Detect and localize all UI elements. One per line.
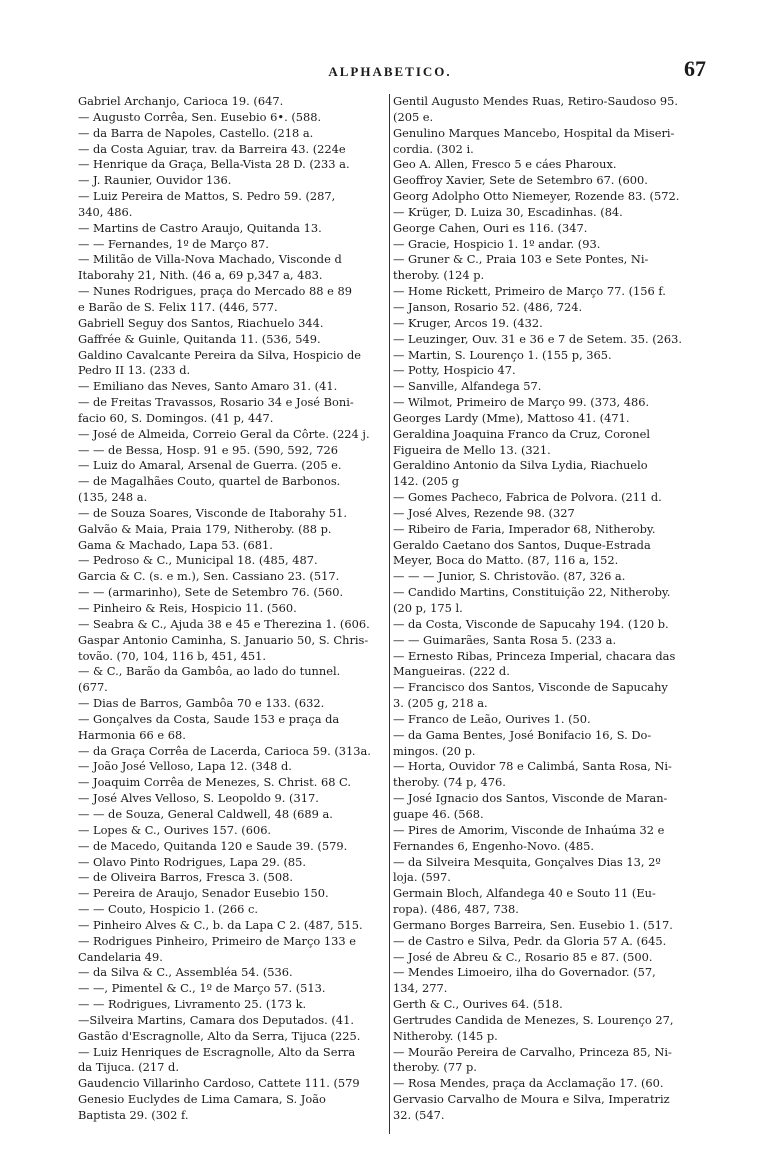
- entry-line: Georg Adolpho Otto Niemeyer, Rozende 83. (572.: [393, 189, 680, 204]
- entry-line: Geo A. Allen, Fresco 5 e cáes Pharoux.: [393, 157, 617, 172]
- directory-entry: [393, 649, 710, 681]
- entry-line: — — Fernandes, 1º de Março 87.: [78, 236, 269, 251]
- directory-entry: [393, 316, 710, 332]
- directory-entry: [78, 1076, 388, 1092]
- directory-entry: [78, 252, 388, 284]
- entry-line: — Leuzinger, Ouv. 31 e 36 e 7 de Setem. 35. (263.: [393, 331, 683, 346]
- directory-entry: [393, 538, 710, 570]
- entry-line: Pedro II 13. (233 d.: [78, 363, 191, 378]
- directory-entry: [78, 902, 388, 918]
- entry-line: — José Alves, Rezende 98. (327: [393, 505, 575, 520]
- directory-entry: [393, 759, 710, 791]
- directory-entry: [393, 1092, 710, 1124]
- directory-entry: [393, 427, 710, 459]
- directory-entry: [78, 744, 388, 760]
- entry-line: facio 60, S. Domingos. (41 p, 447.: [78, 410, 274, 425]
- entry-line: — Rosa Mendes, praça da Acclamação 17. (60.: [393, 1076, 664, 1091]
- directory-entry: [393, 617, 710, 633]
- entry-line: Gervasio Carvalho de Moura e Silva, Imperatriz: [393, 1092, 670, 1107]
- directory-entry: [393, 680, 710, 712]
- entry-line: Genesio Euclydes de Lima Camara, S. João: [78, 1092, 326, 1107]
- entry-line: — Sanville, Alfandega 57.: [393, 379, 542, 394]
- entry-line: Meyer, Boca do Matto. (87, 116 a, 152.: [393, 553, 619, 568]
- directory-entry: [78, 1013, 388, 1029]
- entry-line: 32. (547.: [393, 1108, 445, 1122]
- directory-entry: [393, 300, 710, 316]
- directory-entry: [393, 363, 710, 379]
- entry-line: Germano Borges Barreira, Sen. Eusebio 1. (517.: [393, 917, 673, 932]
- entry-line: — Horta, Ouvidor 78 e Calimbá, Santa Rosa, Ni-: [393, 759, 672, 774]
- directory-entry: [78, 142, 388, 158]
- entry-line: Mangueiras. (222 d.: [393, 664, 510, 679]
- entry-line: 134, 277.: [393, 981, 448, 996]
- directory-entry: [393, 205, 710, 221]
- entry-line: — Martin, S. Lourenço 1. (155 p, 365.: [393, 347, 612, 362]
- directory-entry: [393, 284, 710, 300]
- directory-entry: [78, 474, 388, 506]
- entry-line: — Home Rickett, Primeiro de Março 77. (156 f.: [393, 284, 666, 299]
- directory-entry: [393, 157, 710, 173]
- directory-entry: [393, 332, 710, 348]
- entry-line: (677.: [78, 680, 108, 695]
- entry-line: — de Magalhães Couto, quartel de Barbonos.: [78, 474, 341, 489]
- entry-line: — Franco de Leão, Ourives 1. (50.: [393, 711, 591, 726]
- directory-entry: [78, 443, 388, 459]
- directory-entry: [78, 870, 388, 886]
- directory-entry: [393, 855, 710, 887]
- directory-entry: [393, 918, 710, 934]
- entry-line: 3. (205 g, 218 a.: [393, 696, 488, 711]
- entry-line: Gastão d'Escragnolle, Alto da Serra, Tijuca (225.: [78, 1028, 361, 1043]
- entry-line: Gaffrée & Guinle, Quitanda 11. (536, 549.: [78, 331, 321, 346]
- directory-entry: [393, 712, 710, 728]
- directory-entry: [78, 173, 388, 189]
- entry-line: Geoffroy Xavier, Sete de Setembro 67. (600.: [393, 173, 648, 188]
- directory-entry: [78, 237, 388, 253]
- entry-line: Galvão & Maia, Praia 179, Nitheroby. (88 p.: [78, 521, 332, 536]
- entry-line: 340, 486.: [78, 204, 133, 219]
- page-number: 67: [684, 56, 706, 81]
- directory-entry: [393, 252, 710, 284]
- directory-entry: [78, 918, 388, 934]
- entry-line: Gabriell Seguy dos Santos, Riachuelo 344.: [78, 315, 324, 330]
- entry-line: — Dias de Barros, Gambôa 70 e 133. (632.: [78, 696, 325, 711]
- entry-line: — Ernesto Ribas, Princeza Imperial, chacara das: [393, 648, 676, 663]
- directory-entry: [78, 379, 388, 395]
- entry-line: Gaspar Antonio Caminha, S. Januario 50, S. Chris-: [78, 632, 369, 647]
- entry-line: theroby. (124 p.: [393, 268, 485, 283]
- entry-line: — da Costa Aguiar, trav. da Barreira 43. (224e: [78, 141, 346, 156]
- entry-line: Figueira de Mello 13. (321.: [393, 442, 551, 457]
- entry-line: Geraldina Joaquina Franco da Cruz, Coronel: [393, 426, 651, 441]
- directory-entry: [393, 221, 710, 237]
- directory-entry: [393, 126, 710, 158]
- entry-line: Harmonia 66 e 68.: [78, 727, 186, 742]
- directory-entry: [393, 997, 710, 1013]
- entry-line: — da Costa, Visconde de Sapucahy 194. (120 b.: [393, 616, 669, 631]
- directory-entry: [78, 538, 388, 554]
- directory-entry: [393, 950, 710, 966]
- directory-entry: [78, 506, 388, 522]
- directory-entry: [78, 759, 388, 775]
- entry-line: — Augusto Corrêa, Sen. Eusebio 6•. (588.: [78, 109, 322, 124]
- entry-line: — José de Abreu & C., Rosario 85 e 87. (500.: [393, 949, 653, 964]
- directory-entry: [78, 823, 388, 839]
- column-divider: [389, 94, 390, 1134]
- entry-line: Gama & Machado, Lapa 53. (681.: [78, 537, 273, 552]
- entry-line: — — (armarinho), Sete de Setembro 76. (560.: [78, 585, 344, 600]
- entry-line: — da Barra de Napoles, Castello. (218 a.: [78, 125, 314, 140]
- entry-line: Gentil Augusto Mendes Ruas, Retiro-Saudoso 95.: [393, 94, 678, 108]
- entry-line: — Gracie, Hospicio 1. 1º andar. (93.: [393, 236, 601, 251]
- directory-entry: [78, 601, 388, 617]
- entry-line: — José Alves Velloso, S. Leopoldo 9. (317.: [78, 791, 319, 806]
- entry-line: Gerth & C., Ourives 64. (518.: [393, 997, 563, 1012]
- directory-entry: [393, 791, 710, 823]
- directory-entry: [78, 189, 388, 221]
- directory-entry: [393, 94, 710, 126]
- entry-line: — Luiz Henriques de Escragnolle, Alto da Serra: [78, 1044, 356, 1059]
- entry-line: (20 p, 175 l.: [393, 601, 463, 615]
- directory-entry: [393, 458, 710, 490]
- directory-entry: [78, 157, 388, 173]
- entry-line: — Rodrigues Pinheiro, Primeiro de Março 133 e: [78, 933, 356, 948]
- entry-line: theroby. (74 p, 476.: [393, 775, 506, 790]
- directory-entry: [78, 886, 388, 902]
- entry-line: — da Silveira Mesquita, Gonçalves Dias 13, 2º: [393, 854, 661, 869]
- entry-line: Gertrudes Candida de Menezes, S. Lourenço 27,: [393, 1012, 674, 1027]
- entry-line: — José de Almeida, Correio Geral da Côrte. (224 j.: [78, 426, 370, 441]
- directory-entry: [78, 110, 388, 126]
- directory-entry: [78, 522, 388, 538]
- directory-entry: [393, 379, 710, 395]
- directory-entry: [393, 173, 710, 189]
- entry-line: — Potty, Hospicio 47.: [393, 363, 516, 378]
- entry-line: — Candido Martins, Constituição 22, Nitheroby.: [393, 585, 671, 600]
- directory-entry: [393, 348, 710, 364]
- directory-entry: [393, 506, 710, 522]
- directory-entry: [78, 126, 388, 142]
- entry-line: cordia. (302 i.: [393, 141, 474, 156]
- entry-line: — João José Velloso, Lapa 12. (348 d.: [78, 759, 292, 774]
- entry-line: —Silveira Martins, Camara dos Deputados. (41.: [78, 1012, 354, 1027]
- entry-line: tovão. (70, 104, 116 b, 451, 451.: [78, 648, 266, 663]
- directory-entry: [393, 411, 710, 427]
- directory-entry: [78, 696, 388, 712]
- entry-line: — Lopes & C., Ourives 157. (606.: [78, 822, 272, 837]
- entry-line: — José Ignacio dos Santos, Visconde de Maran-: [393, 791, 668, 806]
- entry-line: — Pires de Amorim, Visconde de Inhaúma 32 e: [393, 822, 665, 837]
- directory-entry: [78, 664, 388, 696]
- entry-line: e Barão de S. Felix 117. (446, 577.: [78, 299, 278, 314]
- entry-line: 142. (205 g: [393, 474, 460, 489]
- directory-entry: [78, 585, 388, 601]
- directory-entry: [78, 316, 388, 332]
- directory-entry: [393, 395, 710, 411]
- entry-line: — — de Bessa, Hosp. 91 e 95. (590, 592, 726: [78, 442, 339, 457]
- entry-line: George Cahen, Ouri es 116. (347.: [393, 220, 588, 235]
- entry-line: Germain Bloch, Alfandega 40 e Souto 11 (Eu-: [393, 886, 656, 901]
- entry-line: Gabriel Archanjo, Carioca 19. (647.: [78, 94, 284, 108]
- directory-entry: [393, 934, 710, 950]
- directory-entry: [393, 237, 710, 253]
- directory-entry: [78, 284, 388, 316]
- entry-line: — Gruner & C., Praia 103 e Sete Pontes, Ni-: [393, 252, 649, 267]
- directory-entry: [78, 855, 388, 871]
- entry-line: — Ribeiro de Faria, Imperador 68, Nitheroby.: [393, 521, 656, 536]
- entry-line: — da Graça Corrêa de Lacerda, Carioca 59. (313a.: [78, 743, 371, 758]
- directory-entry: [78, 965, 388, 981]
- directory-entry: [78, 997, 388, 1013]
- entry-line: — Gomes Pacheco, Fabrica de Polvora. (211 d.: [393, 490, 662, 505]
- entry-line: ropa). (486, 487, 738.: [393, 902, 519, 917]
- entry-line: — Pereira de Araujo, Senador Eusebio 150.: [78, 886, 329, 901]
- directory-entry: [393, 886, 710, 918]
- entry-line: — Mendes Limoeiro, ilha do Governador. (57,: [393, 965, 656, 980]
- directory-entry: [78, 553, 388, 569]
- entry-line: — Gonçalves da Costa, Saude 153 e praça da: [78, 711, 340, 726]
- entry-line: Garcia & C. (s. e m.), Sen. Cassiano 23. (517.: [78, 569, 340, 584]
- directory-entry: [78, 458, 388, 474]
- directory-entry: [393, 189, 710, 205]
- directory-entry: [78, 395, 388, 427]
- directory-entry: [78, 775, 388, 791]
- entry-line: — Wilmot, Primeiro de Março 99. (373, 486.: [393, 395, 650, 410]
- entry-line: — Luiz do Amaral, Arsenal de Guerra. (205 e.: [78, 458, 342, 473]
- entry-line: guape 46. (568.: [393, 806, 484, 821]
- entry-line: — Seabra & C., Ajuda 38 e 45 e Therezina 1. (606.: [78, 616, 370, 631]
- entry-line: — — Guimarães, Santa Rosa 5. (233 a.: [393, 632, 617, 647]
- directory-entry: [78, 791, 388, 807]
- entry-line: — de Oliveira Barros, Fresca 3. (508.: [78, 870, 293, 885]
- directory-entry: [393, 490, 710, 506]
- directory-entry: [78, 712, 388, 744]
- directory-entry: [393, 965, 710, 997]
- entry-line: Geraldo Caetano dos Santos, Duque-Estrada: [393, 537, 651, 552]
- directory-entry: [393, 1045, 710, 1077]
- entry-line: Galdino Cavalcante Pereira da Silva, Hospicio de: [78, 347, 362, 362]
- directory-entry: [78, 633, 388, 665]
- directory-entry: [393, 585, 710, 617]
- entry-line: mingos. (20 p.: [393, 743, 476, 758]
- directory-entry: [78, 1029, 388, 1045]
- directory-entry: [393, 1013, 710, 1045]
- directory-entry: [393, 728, 710, 760]
- entry-line: — & C., Barão da Gambôa, ao lado do tunnel.: [78, 664, 341, 679]
- entry-line: — da Gama Bentes, José Bonifacio 16, S. Do-: [393, 727, 652, 742]
- entry-line: — Militão de Villa-Nova Machado, Visconde d: [78, 252, 342, 267]
- directory-entry: [78, 427, 388, 443]
- directory-entry: [393, 633, 710, 649]
- entry-line: Geraldino Antonio da Silva Lydia, Riachuelo: [393, 458, 648, 473]
- entry-line: — Luiz Pereira de Mattos, S. Pedro 59. (287,: [78, 189, 336, 204]
- entry-line: da Tijuca. (217 d.: [78, 1060, 179, 1075]
- directory-entry: [78, 617, 388, 633]
- entry-line: — — Rodrigues, Livramento 25. (173 k.: [78, 997, 307, 1012]
- entry-line: — Emiliano das Neves, Santo Amaro 31. (41.: [78, 379, 338, 394]
- entry-line: Gaudencio Villarinho Cardoso, Cattete 111. (579: [78, 1076, 360, 1091]
- entry-line: — de Castro e Silva, Pedr. da Gloria 57 A. (645.: [393, 933, 667, 948]
- entry-line: — — — Junior, S. Christovão. (87, 326 a.: [393, 569, 626, 584]
- entry-line: — Martins de Castro Araujo, Quitanda 13.: [78, 220, 322, 235]
- page-header: [84, 56, 706, 84]
- directory-entry: [393, 823, 710, 855]
- entry-line: — de Freitas Travassos, Rosario 34 e José Boni-: [78, 395, 354, 410]
- entry-line: — Henrique da Graça, Bella-Vista 28 D. (233 a.: [78, 157, 350, 172]
- running-title: ALPHABETICO.: [328, 64, 452, 79]
- directory-entry: [393, 569, 710, 585]
- entry-line: — — Couto, Hospicio 1. (266 c.: [78, 902, 258, 917]
- entry-line: — Janson, Rosario 52. (486, 724.: [393, 299, 583, 314]
- entry-line: (205 e.: [393, 109, 434, 124]
- entry-line: Fernandes 6, Engenho-Novo. (485.: [393, 838, 594, 853]
- entry-line: — de Souza Soares, Visconde de Itaborahy 51.: [78, 505, 347, 520]
- directory-entry: [78, 934, 388, 966]
- entry-line: Itaborahy 21, Nith. (46 a, 69 p,347 a, 483.: [78, 268, 323, 283]
- entry-line: — de Macedo, Quitanda 120 e Saude 39. (579.: [78, 838, 348, 853]
- directory-entry: [78, 981, 388, 997]
- entry-line: — Olavo Pinto Rodrigues, Lapa 29. (85.: [78, 854, 307, 869]
- entry-line: — Pinheiro & Reis, Hospicio 11. (560.: [78, 601, 297, 615]
- entry-line: (135, 248 a.: [78, 490, 148, 505]
- entry-line: — Krüger, D. Luiza 30, Escadinhas. (84.: [393, 204, 623, 219]
- entry-line: — Nunes Rodrigues, praça do Mercado 88 e 89: [78, 284, 352, 299]
- directory-entry: [78, 807, 388, 823]
- entry-line: — —, Pimentel & C., 1º de Março 57. (513.: [78, 981, 326, 996]
- entry-line: — Kruger, Arcos 19. (432.: [393, 315, 543, 330]
- directory-entry: [78, 1045, 388, 1077]
- entry-line: Georges Lardy (Mme), Mattoso 41. (471.: [393, 410, 630, 425]
- entry-line: — Pedroso & C., Municipal 18. (485, 487.: [78, 553, 318, 568]
- entry-line: — da Silva & C., Assembléa 54. (536.: [78, 965, 293, 980]
- directory-entry: [78, 94, 388, 110]
- entry-line: — Mourão Pereira de Carvalho, Princeza 85, Ni-: [393, 1044, 672, 1059]
- directory-entry: [78, 839, 388, 855]
- entry-line: Nitheroby. (145 p.: [393, 1028, 498, 1043]
- entry-line: — Joaquim Corrêa de Menezes, S. Christ. 68 C.: [78, 775, 351, 790]
- directory-entry: [393, 1076, 710, 1092]
- directory-entry: [393, 522, 710, 538]
- directory-entry: [78, 348, 388, 380]
- entry-line: theroby. (77 p.: [393, 1060, 477, 1075]
- entry-line: — — de Souza, General Caldwell, 48 (689 a.: [78, 806, 333, 821]
- entry-line: Genulino Marques Mancebo, Hospital da Miseri-: [393, 125, 675, 140]
- entry-line: Baptista 29. (302 f.: [78, 1108, 189, 1122]
- directory-entry: [78, 332, 388, 348]
- entry-line: — J. Raunier, Ouvidor 136.: [78, 173, 232, 188]
- directory-entry: [78, 1092, 388, 1124]
- directory-entry: [78, 569, 388, 585]
- entry-line: — Pinheiro Alves & C., b. da Lapa C 2. (487, 515.: [78, 917, 363, 932]
- right-column: [393, 94, 710, 1134]
- entry-line: Candelaria 49.: [78, 949, 163, 964]
- entry-line: — Francisco dos Santos, Visconde de Sapucahy: [393, 680, 668, 695]
- left-column: [78, 94, 388, 1134]
- entry-line: loja. (597.: [393, 870, 451, 885]
- directory-entry: [78, 221, 388, 237]
